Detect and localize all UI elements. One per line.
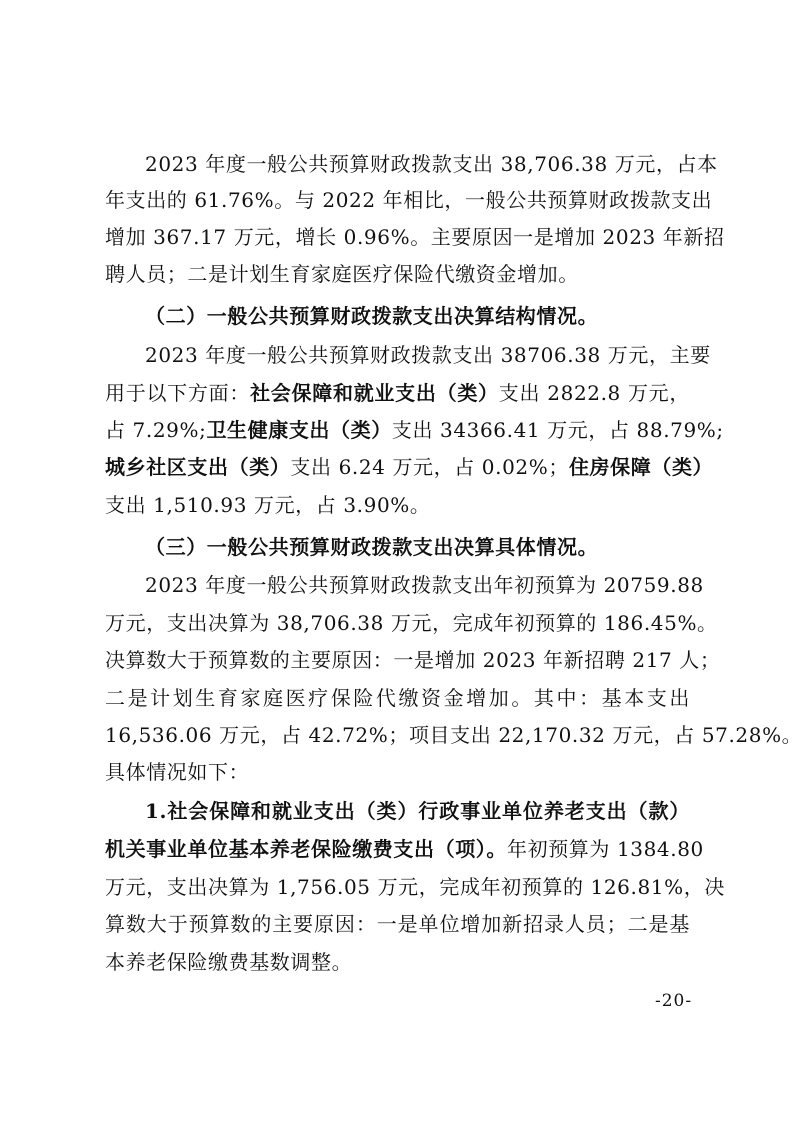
body-line: 本养老保险缴费基数调整。 (105, 950, 353, 974)
body-line: 万元，支出决算为 38,706.38 万元，完成年初预算的 186.45%。 (105, 611, 718, 635)
body-line: 2023 年度一般公共预算财政拨款支出 38,706.38 万元，占本 (145, 152, 718, 176)
category-name: 城乡社区支出（类） (105, 455, 291, 479)
section-heading: （三）一般公共预算财政拨款支出决算具体情况。 (145, 535, 599, 559)
body-line: 年支出的 61.76%。与 2022 年相比，一般公共预算财政拨款支出 (105, 188, 713, 212)
body-line (105, 412, 724, 448)
body-line (105, 375, 690, 411)
body-line: 二是计划生育家庭医疗保险代缴资金增加。其中：基本支出 (105, 686, 690, 710)
body-text: 年初预算为 1384.80 (507, 837, 704, 861)
body-line: 增加 367.17 万元，增长 0.96%。主要原因一是增加 2023 年新招 (105, 225, 725, 249)
body-text: 支出 2822.8 万元， (498, 381, 691, 405)
body-text: 用于以下方面： (105, 381, 251, 405)
body-text: 支出 34366.41 万元，占 88.79%; (391, 418, 724, 442)
body-line (105, 831, 704, 867)
page-number: -20- (655, 991, 693, 1011)
body-line: 万元，支出决算为 1,756.05 万元，完成年初预算的 126.81%，决 (105, 875, 725, 899)
body-line: 具体情况如下： (105, 760, 250, 784)
body-line: 支出 1,510.93 万元，占 3.90%。 (105, 493, 431, 517)
body-line: 2023 年度一般公共预算财政拨款支出年初预算为 20759.88 (145, 573, 704, 597)
body-text: 支出 6.24 万元，占 0.02%； (290, 455, 569, 479)
item-heading: 1.社会保障和就业支出（类）行政事业单位养老支出（款） (145, 799, 690, 823)
item-heading-cont: 机关事业单位基本养老保险缴费支出（项）。 (105, 837, 507, 861)
body-line: 算数大于预算数的主要原因：一是单位增加新招录人员；二是基 (105, 912, 690, 936)
body-text: 占 7.29%; (105, 418, 207, 442)
body-line: 决算数大于预算数的主要原因：一是增加 2023 年新招聘 217 人； (105, 648, 721, 672)
body-line: 2023 年度一般公共预算财政拨款支出 38706.38 万元，主要 (145, 343, 711, 367)
category-name: 住房保障（类） (568, 455, 714, 479)
category-name: 卫生健康支出（类） (206, 418, 392, 442)
body-line (105, 449, 714, 485)
section-heading: （二）一般公共预算财政拨款支出决算结构情况。 (145, 304, 599, 328)
body-line: 聘人员；二是计划生育家庭医疗保险代缴资金增加。 (105, 262, 579, 286)
category-name: 社会保障和就业支出（类） (250, 381, 499, 405)
body-line: 16,536.06 万元，占 42.72%；项目支出 22,170.32 万元，占 57.28%。 (105, 723, 802, 747)
